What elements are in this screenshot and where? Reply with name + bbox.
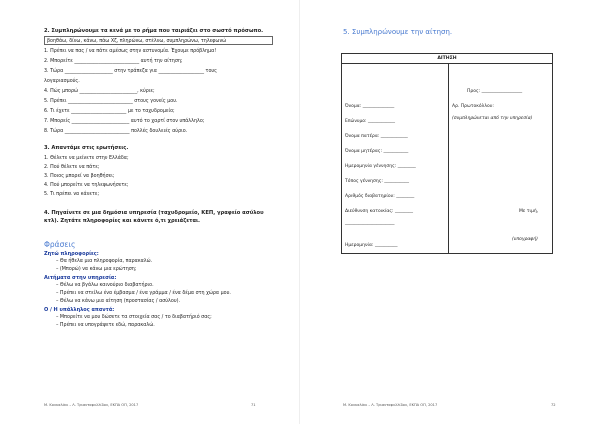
exercise-3-item: 2. Πού θέλετε να πάτε; — [44, 165, 100, 170]
exercise-2-item: λογαριασμούς. — [44, 79, 80, 84]
form-field-birth-date[interactable]: Ημερομηνία γέννησης: ________ — [345, 164, 416, 169]
exercise-3-item: 5. Τι πρέπει να κάνετε; — [44, 192, 100, 197]
phrases-heading: Ο / Η υπάλληλος απαντά: — [44, 307, 115, 313]
phrase-item: – Θέλω να βγάλω καινούριο διαβατήριο. — [56, 283, 154, 288]
form-field-father-name[interactable]: Όνομα πατέρα: ____________ — [345, 134, 408, 139]
exercise-2-item: 1. Πρέπει να πας / να πάτε αμέσως στην αστυνομία. Έχουμε πρόβλημα! — [44, 49, 217, 54]
exercise-2-item: 2. Μπορείτε ___________________________ αυτή την αίτηση; — [44, 59, 183, 64]
exercise-5-title: 5. Συμπληρώνουμε την αίτηση. — [343, 28, 453, 36]
exercise-2-title: 2. Συμπληρώνουμε τα κενά με το ρήμα που ταιριάζει στο σωστό πρόσωπο. — [44, 28, 264, 34]
form-signature-label: (υπογραφή) — [512, 237, 538, 242]
form-field-date[interactable]: Ημερομηνία: __________ — [345, 243, 398, 248]
form-field-passport-number[interactable]: Αριθμός διαβατηρίου: ________ — [345, 194, 415, 199]
form-field-address[interactable]: Διεύθυνση κατοικίας: ________ — [345, 209, 413, 214]
form-field-mother-name[interactable]: Όνομα μητέρας: ___________ — [345, 149, 409, 154]
phrases-title: Φράσεις — [44, 240, 76, 249]
exercise-3-item: 4. Πού μπορείτε να τηλεφωνήσετε; — [44, 183, 129, 188]
form-field-to[interactable]: Προς: __________________ — [467, 89, 523, 94]
phrase-item: – Πρέπει να υπογράψετε εδώ, παρακαλώ. — [56, 323, 155, 328]
phrase-item: – Θέλω να κάνω μια αίτηση (προστασίας / ασύλου). — [56, 299, 180, 304]
left-footer: Μ. Κουκαλάνι – Λ. Τριανταφυλλίδου, ΕΚΠΑ ΟΠ, 2017 — [44, 403, 139, 407]
form-header: ΑΙΤΗΣΗ — [342, 54, 552, 64]
exercise-2-item: 6. Τι έχετε _______________________ με το ταχυδρομείο; — [44, 109, 175, 114]
phrase-item: – Μπορείτε να μου δώσετε τα στοιχεία σας / το διαβατήριό σας; — [56, 315, 212, 320]
form-column-divider — [448, 63, 449, 254]
application-form — [341, 53, 553, 254]
form-signature-note: Με τιμή, — [519, 209, 539, 214]
exercise-2-item: 3. Τώρα ____________________ στην τράπεζα για ___________________ τους — [44, 69, 217, 74]
exercise-4-line: κτλ). Ζητάτε πληροφορίες και κάνετε ό,τι χρειάζεται. — [44, 218, 201, 224]
form-field-birth-place[interactable]: Τόπος γέννησης: ___________ — [345, 179, 410, 184]
exercise-3-item: 3. Ποιος μπορεί να βοηθήσει; — [44, 174, 115, 179]
right-footer: Μ. Κουκαλάνι – Λ. Τριανταφυλλίδου, ΕΚΠΑ ΟΠ, 2017 — [343, 403, 438, 407]
exercise-2-item: 4. Πώς μπορώ ________________________, κύριε; — [44, 89, 155, 94]
phrase-item: – Πρέπει να στείλω ένα έμβασμα / ένα γράμμα / ένα δέμα στη χώρα μου. — [56, 291, 231, 296]
form-field-first-name[interactable]: Όνομα: ______________ — [345, 104, 395, 109]
form-field-last-name[interactable]: Επώνυμο: ____________ — [345, 119, 396, 124]
exercise-2-item: 7. Μπορείς ________________________ αυτό το χαρτί στον υπάλληλο; — [44, 119, 205, 124]
phrase-item: – Θα ήθελα μια πληροφορία, παρακαλώ. — [56, 259, 153, 264]
form-protocol-label: Αρ. Πρωτοκόλλου: — [452, 104, 494, 109]
word-bank: βοηθάω, δίνω, κάνω, πάω Χζ, πληρώνω, στέλνω, συμπληρώνω, τηλεφωνώ — [44, 36, 273, 45]
phrase-item: – (Μπορώ) να κάνω μια ερώτηση; — [56, 267, 137, 272]
exercise-2-item: 8. Τώρα ___________________________ πολλές δουλειές αύριο. — [44, 129, 188, 134]
right-page-number: 72 — [551, 403, 556, 407]
exercise-3-title: 3. Απαντάμε στις ερωτήσεις. — [44, 145, 129, 151]
phrases-heading: Αιτήματα στην υπηρεσία: — [44, 275, 117, 281]
phrases-heading: Ζητώ πληροφορίες: — [44, 251, 99, 257]
exercise-3-item: 1. Θέλετε να μείνετε στην Ελλάδα; — [44, 156, 129, 161]
form-field-address-line2[interactable]: ______________________ — [345, 221, 395, 226]
exercise-4-line: 4. Πηγαίνετε σε μια δημόσια υπηρεσία (ταχυδρομείο, ΚΕΠ, γραφείο ασύλου — [44, 210, 264, 216]
left-page-number: 71 — [251, 403, 256, 407]
exercise-2-item: 5. Πρέπει ___________________________ στους γονείς μου. — [44, 99, 178, 104]
form-protocol-note: (συμπληρώνεται από την υπηρεσία) — [452, 116, 533, 121]
